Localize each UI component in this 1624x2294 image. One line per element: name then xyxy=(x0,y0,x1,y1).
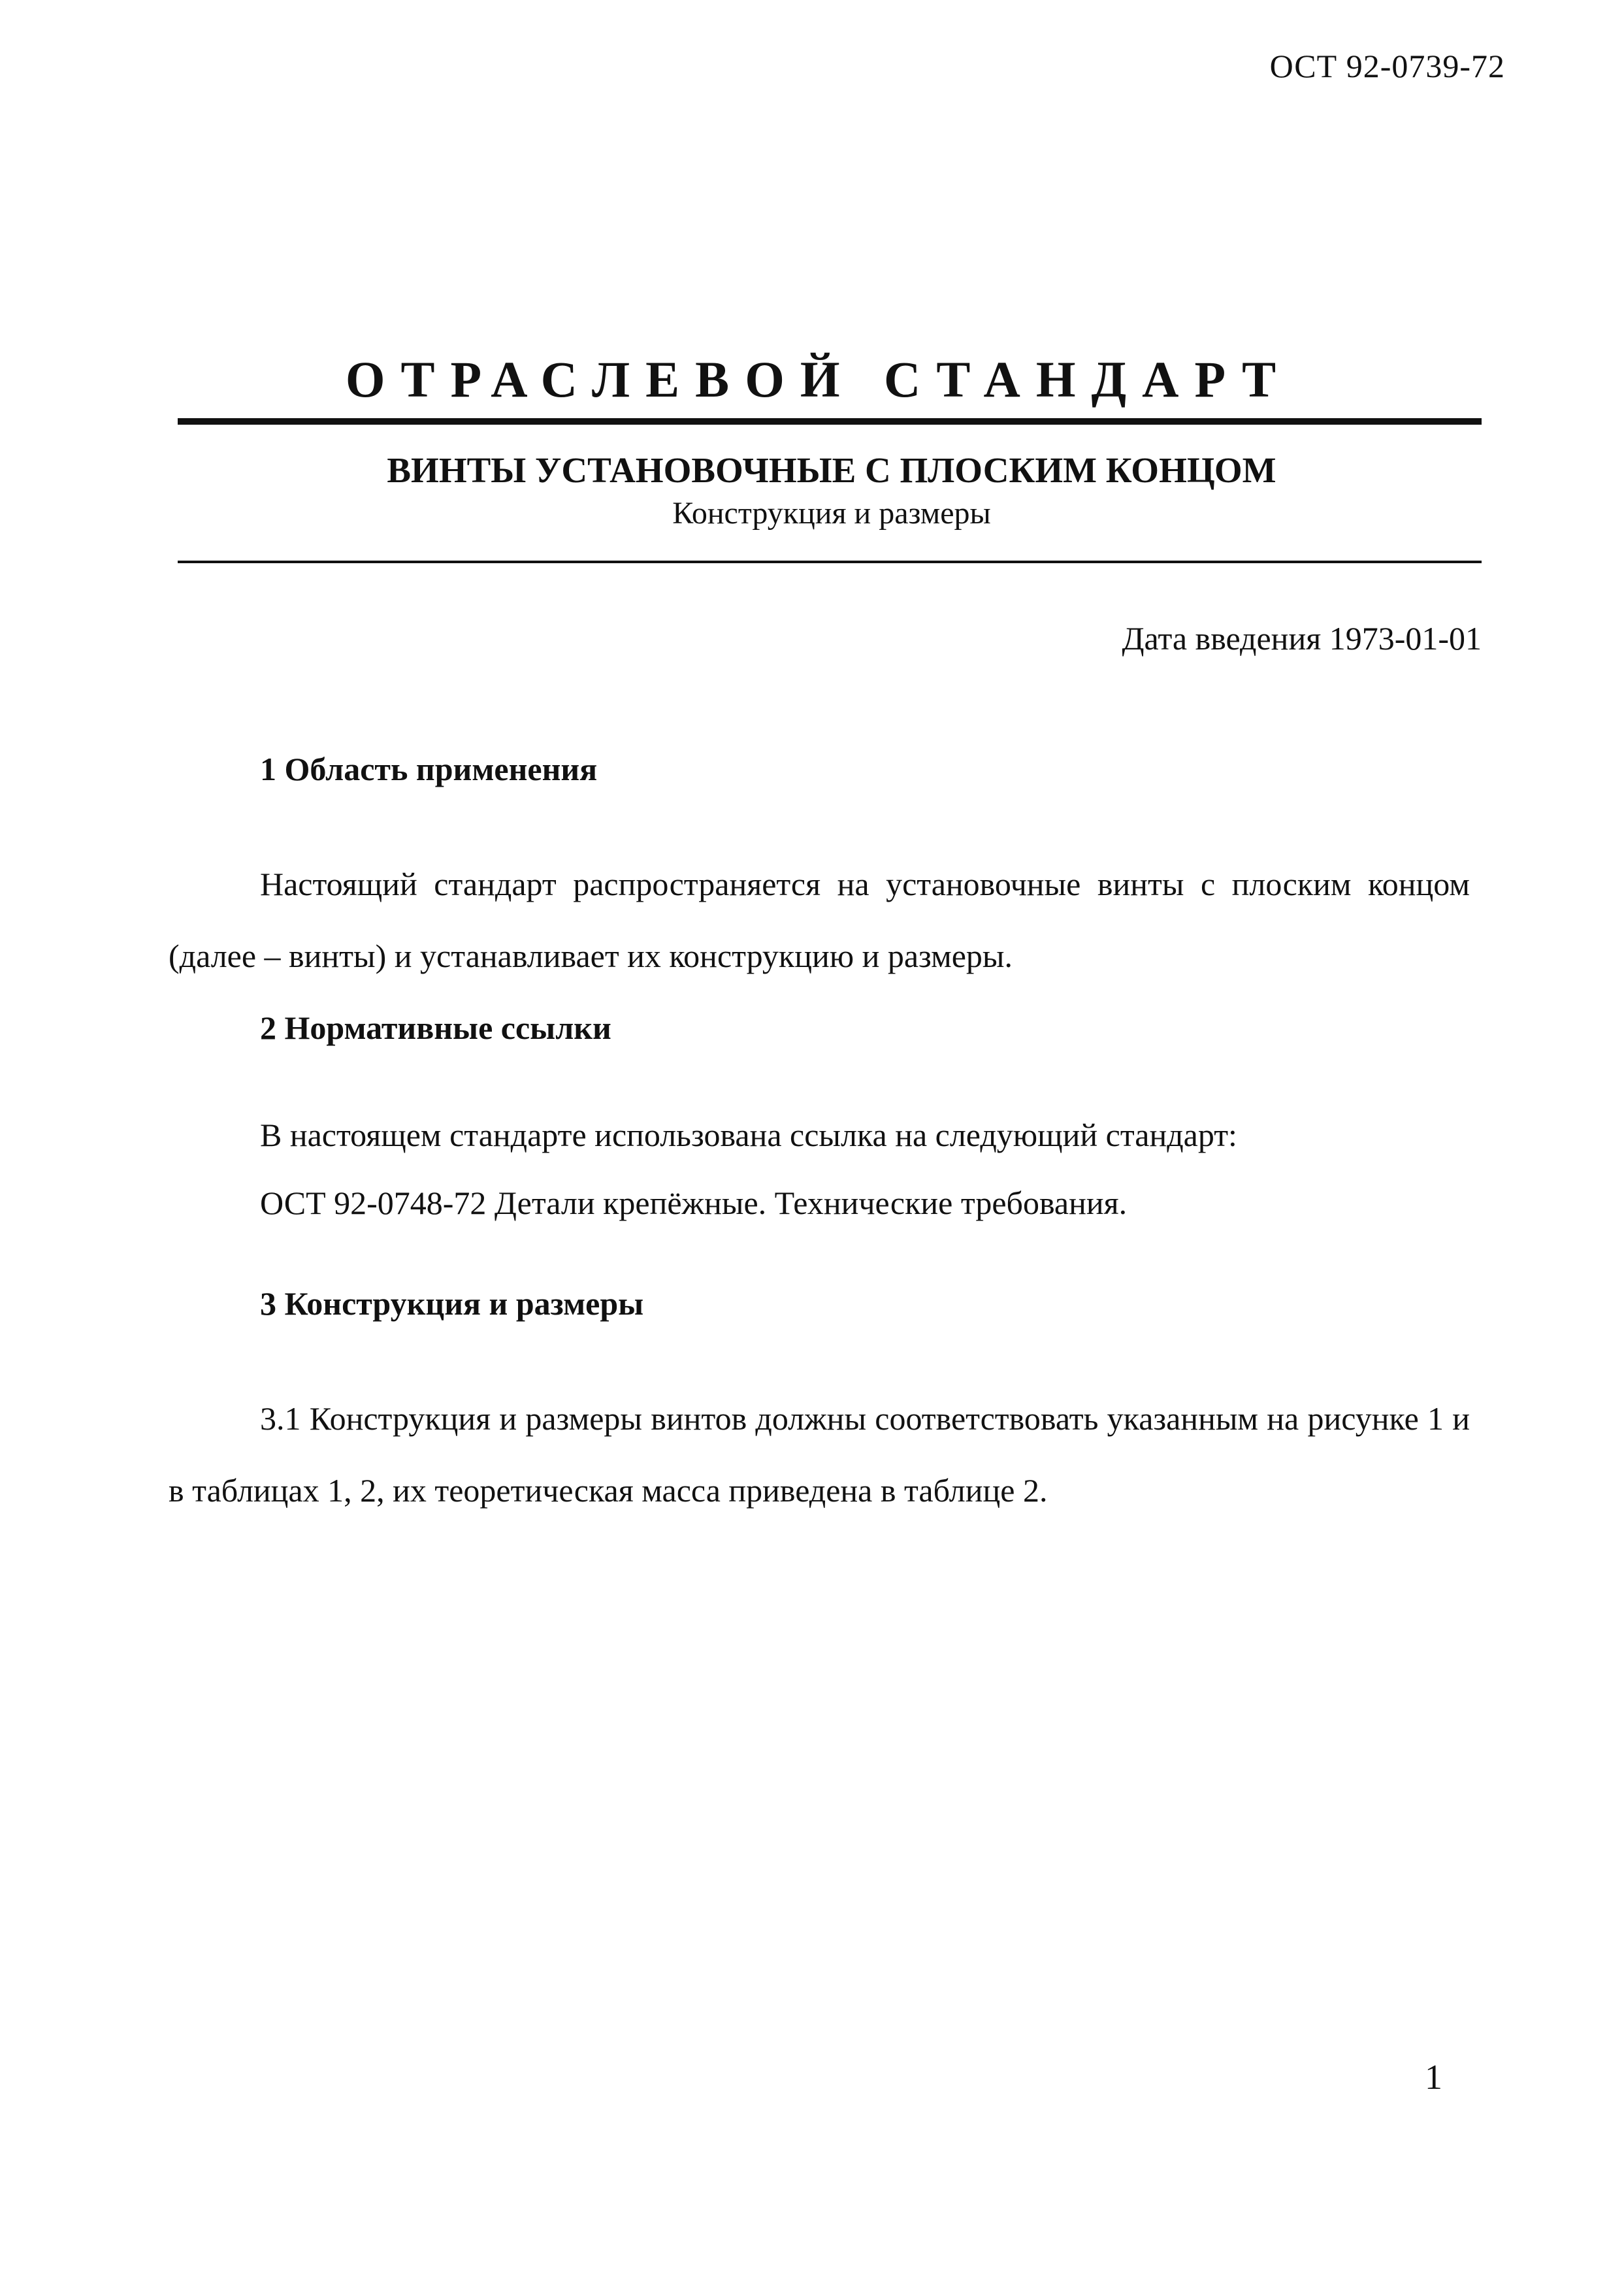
standard-type-title: ОТРАСЛЕВОЙ СТАНДАРТ xyxy=(345,351,1292,408)
references-intro-line: В настоящем стандарте использована ссылка на следующий стандарт: xyxy=(260,1117,1237,1153)
standard-subject: ВИНТЫ УСТАНОВОЧНЫЕ С ПЛОСКИМ КОНЦОМ xyxy=(387,450,1276,490)
page-number: 1 xyxy=(1425,2057,1442,2097)
document-code: ОСТ 92-0739-72 xyxy=(1269,48,1505,84)
section-heading-design: 3 Конструкция и размеры xyxy=(260,1285,644,1322)
section-heading-references: 2 Нормативные ссылки xyxy=(260,1009,611,1046)
references-item-line: ОСТ 92-0748-72 Детали крепёжные. Технические требования. xyxy=(260,1185,1128,1221)
title-rule-thick xyxy=(178,418,1482,425)
section-text-scope: Настоящий стандарт распространяется на установочные винты с плоским концом (далее – винты) и устанавливает их конструкцию и размеры. xyxy=(169,866,1470,974)
standard-subtitle: Конструкция и размеры xyxy=(672,496,991,531)
section-heading-scope: 1 Область применения xyxy=(260,751,598,787)
section-text-design: 3.1 Конструкция и размеры винтов должны соответствовать указанным на рисунке 1 и в таблицах 1, 2, их теоретическая масса приведена в таблице 2. xyxy=(169,1400,1470,1509)
introduction-date: Дата введения 1973-01-01 xyxy=(1122,620,1482,657)
title-rule-thin xyxy=(178,561,1482,563)
